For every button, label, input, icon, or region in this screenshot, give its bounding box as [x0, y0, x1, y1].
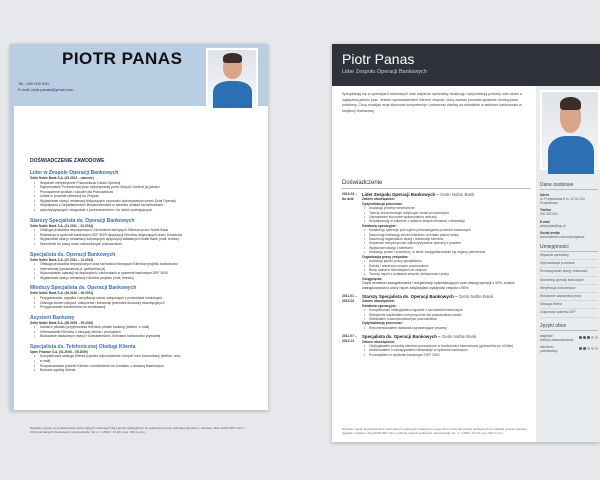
job-subheading: Organizacja pracy zespołów: [362, 254, 409, 259]
job-subheading: Optymalizacja procesów: [362, 321, 403, 326]
job-bullet: • Raportowanie Przełożonym prac wykonywanej przez Zespół i kontroli jej jakości [30, 185, 260, 190]
job-achievement: Dzięki modelowi zaangażowania i reorganizacji optymalizującym czas obsługi operacji o 30%, a także zaangażowania w wolny raport zwiększyłam wydajność zespołu o 50%. [362, 281, 515, 290]
skill-item: Znajomość systemu DEF [540, 309, 598, 317]
job-bullet: • Analizuję procesy wewnętrzne [362, 206, 532, 210]
language-level-dots [578, 336, 598, 340]
job-company: Getin Noble Bank [440, 192, 475, 197]
personal-data-title: Dane osobowe [540, 182, 598, 190]
language-text [540, 345, 558, 353]
job-bullet: • Obsługiwałem produkty klientów prowadzone w bankowości internetowej (getinonline.pl, eGetin) [362, 344, 532, 348]
job-bullet: • Efektywnie wspierałem merytorycznie dla pracowników działu [362, 313, 532, 317]
job-title: Specjalista ds. Operacji Bankowych – Getin Noble Bank [362, 334, 477, 340]
cv-name: PIOTR PANAS [62, 49, 183, 68]
job-bullet: • Wyjaśniam skargi z klientami [362, 246, 532, 250]
language-text [540, 334, 573, 342]
job-bullet: • Szkolę i wdrażam nowych pracowników [362, 264, 532, 268]
job-title-text: Specjalista ds. Operacji Bankowych [362, 334, 437, 340]
languages-title: Języki obce [540, 323, 598, 331]
job-bullet: • Rekomendowałem działania usprawniające procesy [362, 326, 532, 330]
job-bullet: • wykorzystywanych niezgodnie z przeznaczeniem i do celów przestępczych [30, 208, 260, 213]
side-accent-bar [10, 106, 14, 410]
field-label: Telefon [540, 208, 552, 213]
language-level: podstawowy [540, 348, 558, 353]
job-bullet: • Tworzę raport z działania zespołu efektywności pracy [362, 272, 532, 276]
job-bullet: • Udział w procesie rekrutacji do Zespołu [30, 194, 260, 199]
job-bullet: • Monitoruję operacje pod kątem przestrzegania procedur bankowych [362, 228, 532, 232]
job-bullet: • Kompleksowa obsługa Klienta poprzez wykorzystanie różnych form komunikacji (telefon, cms, [30, 354, 260, 359]
job-bullet: • Przygotowanie, wysyłka i weryfikacja umów związanych z produktami bankowymi [30, 296, 260, 301]
job-entry [30, 218, 260, 247]
skill-item: Rozwiązywanie skarg i reklamacji [540, 268, 598, 276]
language-name: niemiecki [540, 344, 554, 349]
job-entry [30, 285, 260, 309]
job-bullet: • Tworzę rekomendacje dotyczące zmian procesowych [362, 211, 532, 215]
section-title: DOŚWIADCZENIE ZAWODOWE [30, 158, 105, 164]
field-value: piotrpanas@wp.pl [540, 223, 566, 228]
job-bullet: • Obsługa zleceń nabycia, odkupienia i konwersji jednostek funduszy inwestycyjnych [30, 301, 260, 306]
cv-classic-page [10, 44, 268, 434]
contact-phone: Tel.: 000 000 000 [18, 81, 49, 86]
job-body [362, 192, 532, 290]
job-title-text: Starszy Specjalista ds. Operacji Bankowych [362, 293, 454, 299]
job-list [342, 192, 532, 361]
field-label: Adres [540, 193, 550, 197]
job-list [30, 170, 260, 378]
job-company-dates: Getin Noble Bank S.A. (07.2011 – 12.2012) [30, 257, 94, 262]
job-entry [342, 334, 532, 357]
job-entry [342, 192, 532, 290]
job-bullet: • Obsługa produktów depozytowych oraz rachunków bieżących Klientów projektu bankowości [30, 262, 260, 267]
job-bullet: • Realizacja w systemie bankowym DEF 3000 dyspozycji Klientów dotyczących przez Doradców [30, 233, 260, 238]
job-bullet: • Biorę udział w rekrutacjach do zespołu [362, 268, 532, 272]
job-dates: 2011.01 – 2013.02 [342, 293, 357, 303]
job-bullet: • Prowadzenie spotkań i szkoleń dla Pracowników [30, 190, 260, 195]
field-value: www.linkedin.com/in/piotrpanas [540, 234, 585, 239]
job-entry [30, 170, 260, 213]
job-bullet: • Wyjaśnianie skarg i reklamacji dotyczących czynności wykonywanych przez Dział Operacji [30, 199, 260, 204]
field-value: ul. Przykładowa 8 m. 10 01-234 Przykładowo [540, 197, 585, 206]
job-bullet: • Nadzoruję realizację zleceń klientów i oceniam jakość pracy [362, 233, 532, 237]
job-bullet: • Budowanie właściwych relacji z kontrahentami i Klientami bankowości prywatnej [30, 334, 260, 339]
skill-item: Optymalizacja procesów [540, 260, 598, 268]
profile-summary: Specjalizuję się w operacjach bankowych oraz wsparciu sprzedaży. Analizuję i optymalizuję procesy oraz dbam o najwyższą jakość prac. Jestem wprowadzeniem liderem zespołu, który zawsze pozwala sprawnie rozwiązywać problemy. Chcę rozwijać moje kluczowe kompetencje i poszerzać wiedzę na dziedzinie w sektorze bankowości w instytucji finansowej. [342, 92, 522, 113]
job-title: Asystent Bankowy [30, 314, 75, 321]
job-dates: 2011.07 – 2012.12 [342, 334, 357, 343]
job-bullet: • Rozpoznawanie potrzeb Klienta i umożliwienie mu kontaktu z doradcą finansowym [30, 364, 260, 369]
field-label: Social media [540, 230, 560, 235]
job-title: Lider w Zespole Operacji Bankowych [30, 170, 119, 176]
job-bullet: • Budowa ogólnej Klienta [30, 368, 260, 373]
skill-item: Obsługa klienta [540, 301, 598, 309]
experience-title: Doświadczenie [342, 180, 530, 189]
cv-modern-page [332, 44, 600, 442]
job-bullet: • Wsparcie merytoryczne Pracowników Działu Operacji [30, 181, 260, 186]
job-dates: 2013.03 – do dziś [342, 192, 358, 201]
job-bullet: • Wspieram merytorycznie wykorzystywanie operacji z prawem [362, 241, 532, 245]
job-bullet: • Nadzoruję wyjaśnianie skarg i reklamacji klientów [362, 237, 532, 241]
job-bullet: • Informowanie Klientów o bieżącej ofercie i produktach [30, 330, 260, 335]
job-subheading: Zakres obowiązków: [362, 339, 395, 344]
skill-item: Monitoring operacji bankowych [540, 277, 598, 285]
job-title: Specjalista ds. Operacji Bankowych [30, 251, 116, 258]
language-level-dots [578, 347, 598, 351]
job-title-text: Lider Zespołu Operacji Bankowych [362, 192, 436, 197]
job-subheading: Optymalizacja procesów: [362, 201, 403, 206]
job-company-dates: Getin Noble Bank S.A. (01.2011 – 02.2013) [30, 223, 94, 228]
job-bullet: • Przygotowanie dokumentów do archiwizacji [30, 305, 260, 310]
job-bullet: • Wyjaśnianie skarg i reklamacji dotyczących dyspozycji składanych Noble Bank (mail, telefon) [30, 237, 260, 242]
job-bullet: • Wyjaśnianie skarg i reklamacji Klientów projektu (mail, telefon) [30, 276, 260, 281]
job-title: Starszy Specjalista ds. Operacji Bankowych – Getin Noble Bank [362, 293, 494, 299]
cv-name: Piotr Panas [342, 51, 415, 67]
job-bullet: • internetowej (uprawnienie.pl, getinonline.pl) [30, 267, 260, 272]
job-title: Lider Zespołu Operacji Bankowych – Getin Noble Bank [362, 192, 475, 197]
job-entry [30, 344, 260, 373]
language-row [540, 345, 598, 353]
job-company-dates: Open Finance S.A. (01.2008 – 05.2009) [30, 349, 88, 354]
job-title: Starszy Specjalista ds. Operacji Bankowych [30, 217, 135, 224]
skill-item: Wsparcie sprzedaży [540, 252, 598, 260]
skill-item: Weryfikacja dokumentów [540, 285, 598, 293]
job-bullet: • Obsługa produktów depozytowych i rachunków bieżących Klientów przez Noble Bank [30, 228, 260, 233]
job-body [362, 294, 532, 330]
job-entry [30, 315, 260, 339]
job-company: Getin Noble Bank [458, 293, 494, 299]
job-company-dates: Getin Noble Bank S.A. (09.2010 – 06.2011) [30, 291, 94, 296]
job-bullet: • Wykonywanie operacji na depozytach i rachunkach w systemie bankowym DEF 3000 [30, 271, 260, 276]
job-bullet: • Kompleksowo obsługiwałem zgodnie z rachunkiem bankowym [362, 308, 532, 312]
profile-photo [206, 48, 258, 106]
job-subheading: Zakres obowiązków: [362, 197, 395, 202]
skills-title: Umiejętności [540, 244, 598, 252]
job-bullet: • Wdrażałem nowozatrudnionych pracowników [362, 317, 532, 321]
job-subheading: Działania operacyjne: [362, 303, 397, 308]
job-body [362, 334, 532, 357]
job-subheading: Zakres obowiązków: [362, 299, 395, 304]
job-bullet: • e-mail) [30, 359, 260, 364]
job-bullet: • Prowadziłem w systemie bankowym DEF 3000 [362, 353, 532, 357]
consent-footer: Wyrażam zgodę na przetwarzanie moich danych osobowych zawartych w mojej ofercie pracy dla potrzeb niezbędnych do realizacji procesu rekrutacji (zgodnie z ustawą z dnia 29.08.1997 roku o ochronie danych osobowych, tekst jednolity: Dz. U. z 2002 r. Nr 101, poz. 926 ze zm.) [342, 427, 527, 435]
job-company-dates: Getin Noble Bank S.A. (03.2013 – obecnie) [30, 176, 94, 180]
job-bullet: • Współpracuję w zakresie z działem bezpieczeństwa i reklamacji [362, 219, 532, 223]
job-bullet: • Analizuję proste i procedury, w ślinie zasygnalizowanie się organy partnerskie [362, 250, 532, 254]
job-company: Getin Noble Bank [441, 334, 477, 340]
field-label: E-mail [540, 219, 550, 224]
job-bullet: • Analizowałem i rozwiązywałem reklamacje w systemie bankowym [362, 348, 532, 352]
job-bullet: • Wdrożenie do pracy nowo zatrudnionych pracowników [30, 242, 260, 247]
job-bullet: • Udział w pilotażu przyjmowania Klientów private banking (telefon, e-mail) [30, 325, 260, 330]
language-level: średnio-zaawansowany [540, 337, 574, 342]
language-row [540, 334, 598, 342]
skill-item: Wdrażanie standardów pracy [540, 293, 598, 301]
job-title: Specjalista ds. Telefonicznej Obsługi Klienta [30, 343, 136, 350]
job-subheading: Osiągnięcia: [362, 276, 383, 281]
job-entry [30, 252, 260, 281]
contact-block [18, 81, 73, 93]
consent-footer: Wyrażam zgodę na przetwarzanie moich danych osobowych dla potrzeb niezbędnych do realizacji procesu rekrutacji (zgodnie z Ustawą z dnia 29.08.1997 roku o Ochronie Danych Osobowych; tekst jednolity: Dz. U. z 2002 r. Nr 101, poz. 926 ze zm.) [30, 426, 245, 434]
language-name: angielski [540, 333, 553, 338]
job-subheading: Działania operacyjne: [362, 223, 397, 228]
job-bullet: • Współpraca z Departamentem Bezpieczeństwa w zakresie działań na rachunkach [30, 203, 260, 208]
profile-photo [540, 90, 600, 170]
cv-subtitle: Lider Zespołu Operacji Bankowych [342, 69, 427, 75]
job-bullet: • Usprawniam kluczowe wykonywania operacji [362, 215, 532, 219]
job-title: Młodszy Specjalista ds. Operacji Bankowych [30, 285, 137, 292]
contact-email: E-mail: piotr.panas@gmail.com [18, 87, 74, 92]
job-company-dates: Getin Noble Bank S.A. (06.2009 – 05.2010) [30, 320, 94, 325]
job-bullet: • Analizuję jakość pracy specjalistów [362, 259, 532, 263]
sidebar-content [540, 180, 598, 353]
field-value: 000 000 000 [540, 212, 558, 217]
job-entry [342, 294, 532, 330]
